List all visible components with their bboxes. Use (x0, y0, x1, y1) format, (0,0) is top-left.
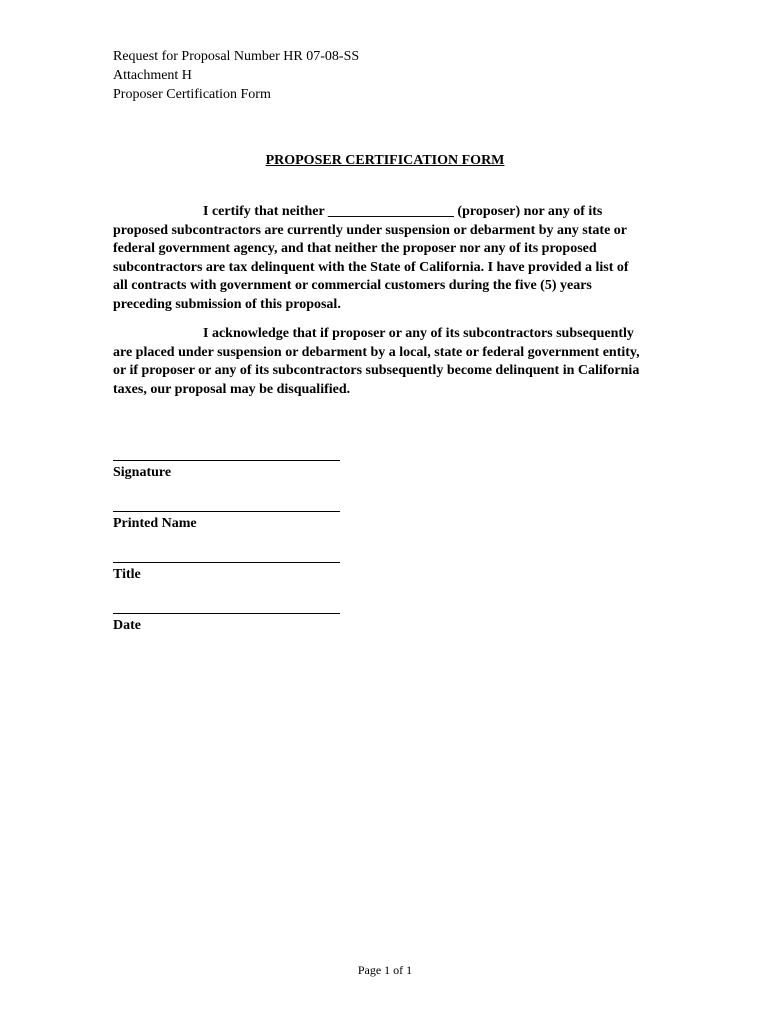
date-label: Date (113, 618, 141, 633)
acknowledgement-line: are placed under suspension or debarment by a local, state or federal government entity, (113, 344, 640, 360)
certification-line: proposed subcontractors are currently under suspension or debarment by any state or (113, 222, 628, 238)
acknowledgement-line: I acknowledge that if proposer or any of its subcontractors subsequently (203, 326, 634, 341)
acknowledgement-line: or if proposer or any of its subcontractors subsequently become delinquent in California (113, 363, 640, 379)
certification-line: preceding submission of this proposal. (113, 296, 341, 312)
certification-line: all contracts with government or commercial customers during the five (5) years (113, 278, 592, 294)
acknowledgement-paragraph (113, 325, 688, 399)
date-field[interactable] (113, 613, 340, 635)
signature-label: Signature (113, 465, 172, 480)
printed-name-label: Printed Name (113, 516, 197, 531)
document-header (113, 47, 359, 104)
certification-line: subcontractors are tax delinquent with the State of California. I have provided a list of (113, 259, 629, 275)
title-label: Title (113, 567, 141, 582)
signature-field[interactable] (113, 460, 340, 482)
printed-name-field[interactable] (113, 511, 340, 533)
form-title: PROPOSER CERTIFICATION FORM (265, 153, 505, 168)
printed-name-line[interactable] (113, 511, 340, 512)
acknowledgement-line: taxes, our proposal may be disqualified. (113, 381, 351, 397)
certification-line: I certify that neither __________________ (proposer) nor any of its (203, 204, 603, 219)
form-name-line: Proposer Certification Form (113, 87, 271, 102)
attachment-line: Attachment H (113, 68, 192, 83)
title-line[interactable] (113, 562, 340, 563)
date-line[interactable] (113, 613, 340, 614)
certification-line: federal government agency, and that neither the proposer nor any of its proposed (113, 241, 597, 257)
signature-line[interactable] (113, 460, 340, 461)
rfp-number-line: Request for Proposal Number HR 07-08-SS (113, 49, 360, 64)
certification-paragraph (113, 203, 688, 315)
page-number: Page 1 of 1 (357, 963, 413, 977)
title-field[interactable] (113, 562, 340, 584)
